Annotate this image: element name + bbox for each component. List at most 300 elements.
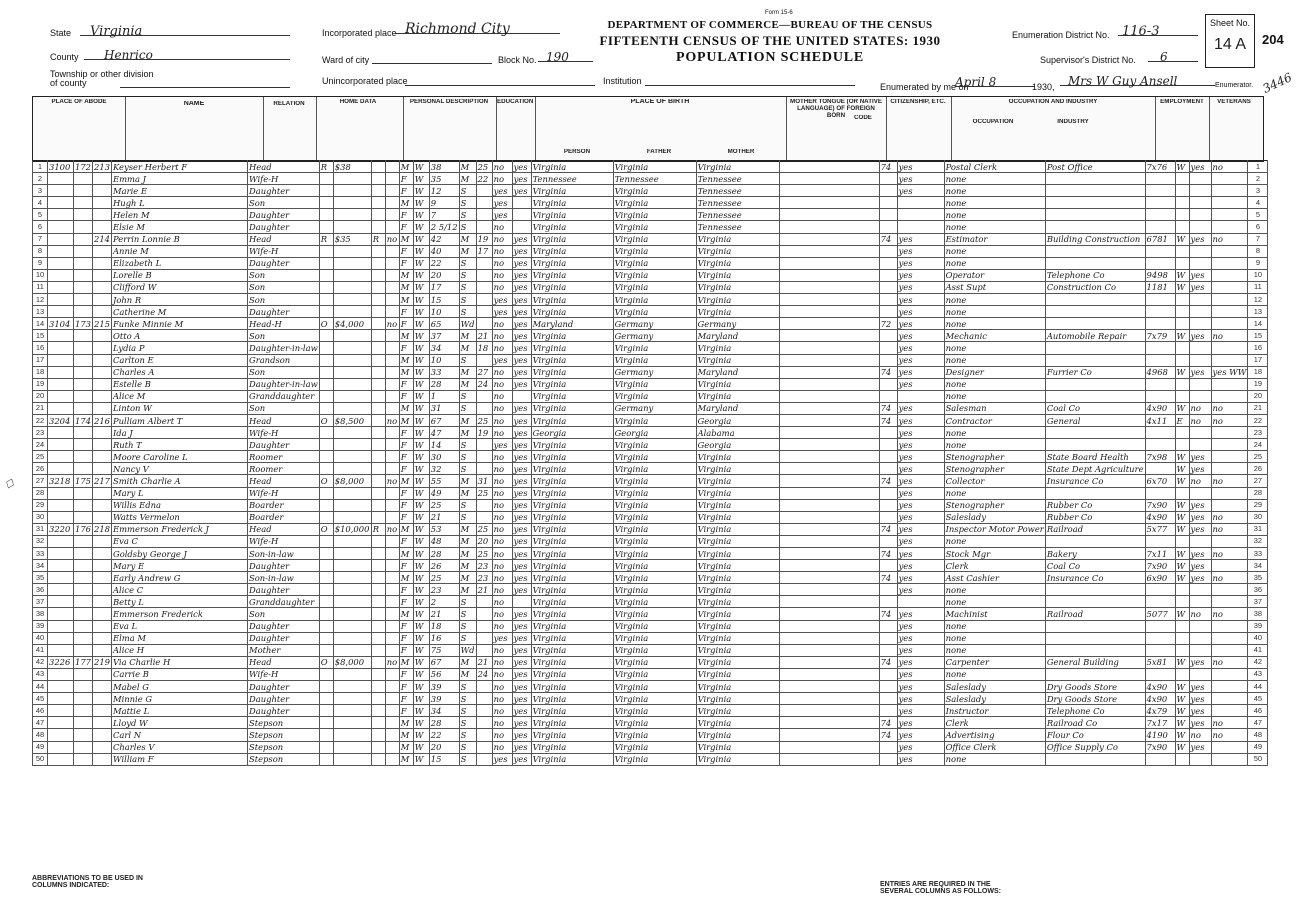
- table-row: [33, 402, 1268, 414]
- cell-value: [333, 596, 371, 608]
- cell-farm: [385, 717, 399, 729]
- cell-mbp: Virginia: [696, 535, 779, 547]
- cell-street: [48, 378, 74, 390]
- cell-emp: yes: [1189, 656, 1211, 668]
- department-title: DEPARTMENT OF COMMERCE—BUREAU OF THE CENSUS: [607, 19, 933, 31]
- cell-fam: [93, 390, 112, 402]
- cell-read: yes: [512, 632, 531, 644]
- cell-mbp: Virginia: [696, 233, 779, 245]
- cell-value: [333, 427, 371, 439]
- cell-name: Carl N: [112, 729, 248, 741]
- table-row: [33, 511, 1268, 523]
- cell-n: 15: [1248, 330, 1268, 342]
- cell-rel: Son: [248, 281, 320, 293]
- cell-race: W: [413, 233, 429, 245]
- cell-fam: [93, 354, 112, 366]
- cell-rel: Roomer: [248, 451, 320, 463]
- cell-vet: [1211, 560, 1248, 572]
- cell-street: [48, 439, 74, 451]
- cell-mbp: Virginia: [696, 245, 779, 257]
- cell-name: William F: [112, 753, 248, 765]
- cell-n: 46: [1248, 705, 1268, 717]
- cell-mar: S: [459, 511, 476, 523]
- cell-race: W: [413, 681, 429, 693]
- cell-read: yes: [512, 620, 531, 632]
- sheet-number-box: [1205, 14, 1255, 68]
- cell-vet: [1211, 451, 1248, 463]
- population-rows: [33, 161, 1268, 766]
- cell-occ: none: [944, 197, 1045, 209]
- cell-mar: S: [459, 753, 476, 765]
- cell-mar: S: [459, 705, 476, 717]
- cell-value: [333, 535, 371, 547]
- cell-age: 7: [429, 209, 459, 221]
- cell-occ: none: [944, 644, 1045, 656]
- cell-name: Catherine M: [112, 306, 248, 318]
- enum-district-field: [1118, 22, 1198, 39]
- cell-cw: [1175, 668, 1189, 680]
- cell-n: 21: [1248, 402, 1268, 414]
- cell-occ: Inspector Motor Power: [945, 524, 1044, 535]
- cell-mbp: Alabama: [696, 427, 779, 439]
- cell-read: [512, 197, 531, 209]
- cell-read: [512, 390, 531, 402]
- cell-mar: S: [459, 390, 476, 402]
- cell-street: [48, 366, 74, 378]
- cell-n: 19: [33, 378, 48, 390]
- cell-mbp: Virginia: [696, 753, 779, 765]
- cell-emp: [1189, 596, 1211, 608]
- cell-dwell: [74, 269, 93, 281]
- cell-mbp: Virginia: [696, 705, 779, 717]
- cell-ind: [1045, 535, 1145, 547]
- cell-rel: Roomer: [248, 463, 320, 475]
- cell-read: yes: [512, 535, 531, 547]
- cell-dwell: 172: [75, 161, 91, 172]
- cell-occode: 4x90: [1145, 511, 1175, 523]
- cell-sex: M: [399, 233, 413, 245]
- cell-agemar: [476, 294, 492, 306]
- cell-dwell: [74, 257, 93, 269]
- cell-code: [879, 390, 897, 402]
- cell-tongue: [779, 644, 879, 656]
- cell-value: [333, 644, 371, 656]
- cell-rel: Head: [248, 161, 320, 173]
- cell-age: 30: [429, 451, 459, 463]
- cell-occode: [1145, 487, 1175, 499]
- cell-bp: Virginia: [531, 620, 613, 632]
- cell-code: [879, 294, 897, 306]
- cell-eng: yes: [897, 354, 944, 366]
- cell-tenure: [319, 608, 333, 620]
- cell-sex: M: [399, 741, 413, 753]
- cell-emp: yes: [1189, 523, 1211, 535]
- cell-mbp: Tennessee: [696, 185, 779, 197]
- cell-rel: Granddaughter: [248, 390, 320, 402]
- cell-eng: yes: [897, 294, 944, 306]
- cell-age: 67: [429, 414, 459, 426]
- cell-eng: yes: [897, 366, 944, 378]
- cell-street: 3104: [48, 318, 74, 330]
- cell-value: [333, 499, 371, 511]
- enumerated-label: Enumerated by me on: [880, 82, 969, 92]
- cell-mbp: Virginia: [696, 632, 779, 644]
- cell-ind: [1045, 354, 1145, 366]
- cell-emp: yes: [1189, 330, 1211, 342]
- cell-read: yes: [512, 173, 531, 185]
- cell-read: yes: [512, 414, 531, 426]
- cell-radio: [371, 354, 385, 366]
- table-row: [33, 294, 1268, 306]
- cell-code: [879, 535, 897, 547]
- cell-agemar: [476, 185, 492, 197]
- cell-fbp: Virginia: [613, 632, 696, 644]
- cell-read: yes: [512, 729, 531, 741]
- cell-value: $4,000: [333, 318, 371, 330]
- cell-mbp: Virginia: [696, 596, 779, 608]
- cell-ind: [1045, 197, 1145, 209]
- cell-vet: [1211, 584, 1248, 596]
- cell-cw: [1175, 632, 1189, 644]
- cell-fbp: Virginia: [613, 729, 696, 741]
- cell-rel: Wife-H: [248, 427, 320, 439]
- cell-fbp: Germany: [613, 366, 696, 378]
- cell-n: 6: [1248, 221, 1268, 233]
- table-row: [33, 729, 1268, 741]
- cell-eng: yes: [897, 342, 944, 354]
- cell-eng: yes: [897, 451, 944, 463]
- cell-value: [333, 197, 371, 209]
- cell-tenure: [319, 535, 333, 547]
- cell-name: Estelle B: [112, 378, 248, 390]
- cell-age: 22: [429, 729, 459, 741]
- cell-street: [48, 173, 74, 185]
- cell-race: W: [413, 572, 429, 584]
- cell-radio: [371, 294, 385, 306]
- cell-ind: Coal Co: [1045, 402, 1145, 414]
- cell-radio: [371, 281, 385, 293]
- cell-n: 6: [33, 221, 48, 233]
- table-row: [33, 221, 1268, 233]
- cell-dwell: [74, 535, 93, 547]
- cell-race: W: [413, 366, 429, 378]
- cell-n: 37: [33, 596, 48, 608]
- cell-name: Clifford W: [112, 281, 248, 293]
- cell-race: W: [413, 451, 429, 463]
- cell-age: 56: [429, 668, 459, 680]
- cell-emp: [1189, 342, 1211, 354]
- cell-tongue: [779, 281, 879, 293]
- cell-occode: 7x90: [1145, 741, 1175, 753]
- cell-eng: yes: [897, 257, 944, 269]
- cell-bp: Virginia: [531, 523, 613, 535]
- enumerator-name: Mrs W Guy Ansell: [1068, 74, 1178, 88]
- cell-fam: [93, 330, 112, 342]
- cell-tenure: [319, 620, 333, 632]
- cell-race: W: [413, 269, 429, 281]
- cell-vet: [1211, 342, 1248, 354]
- cell-eng: yes: [897, 281, 944, 293]
- cell-rel: Daughter: [248, 209, 320, 221]
- cell-n: 9: [1248, 257, 1268, 269]
- cell-sex: F: [399, 185, 413, 197]
- cell-radio: [371, 596, 385, 608]
- cell-ind: Telephone Co: [1045, 705, 1145, 717]
- cell-value: [333, 245, 371, 257]
- cell-rel: Head-H: [248, 318, 320, 330]
- cell-vet: no: [1211, 330, 1248, 342]
- cell-street: [48, 451, 74, 463]
- cell-fam: [93, 221, 112, 233]
- cell-school: no: [492, 221, 512, 233]
- cell-tongue: [779, 741, 879, 753]
- cell-sex: F: [399, 511, 413, 523]
- cell-tenure: [319, 729, 333, 741]
- cell-mbp: Georgia: [696, 414, 779, 426]
- cell-agemar: [476, 402, 492, 414]
- cell-fam: [93, 668, 112, 680]
- cell-race: W: [413, 632, 429, 644]
- cell-school: no: [492, 475, 512, 487]
- cell-age: 20: [429, 269, 459, 281]
- cell-vet: [1211, 221, 1248, 233]
- cell-fbp: Virginia: [613, 535, 696, 547]
- cell-fbp: Virginia: [613, 596, 696, 608]
- cell-agemar: [476, 390, 492, 402]
- cell-street: [48, 245, 74, 257]
- cell-school: no: [492, 729, 512, 741]
- cell-cw: W: [1175, 463, 1189, 475]
- cell-read: yes: [512, 342, 531, 354]
- cell-emp: yes: [1189, 572, 1211, 584]
- cell-ind: [1045, 318, 1145, 330]
- table-row: [33, 668, 1268, 680]
- cell-ind: Rubber Co: [1045, 511, 1145, 523]
- cell-eng: yes: [897, 560, 944, 572]
- cell-n: 18: [33, 366, 48, 378]
- schedule-title: POPULATION SCHEDULE: [675, 50, 865, 65]
- cell-agemar: 21: [476, 584, 492, 596]
- cell-n: 50: [33, 753, 48, 765]
- cell-agemar: [476, 306, 492, 318]
- cell-ind: [1045, 668, 1145, 680]
- cell-farm: [385, 354, 399, 366]
- cell-farm: [385, 330, 399, 342]
- cell-farm: [385, 693, 399, 705]
- cell-value: [333, 402, 371, 414]
- cell-radio: [371, 366, 385, 378]
- cell-name: Alice M: [112, 390, 248, 402]
- cell-n: 41: [1248, 644, 1268, 656]
- cell-age: 49: [429, 487, 459, 499]
- cell-occode: [1145, 463, 1175, 475]
- cell-value: [333, 681, 371, 693]
- cell-n: 44: [1248, 681, 1268, 693]
- cell-dwell: [74, 584, 93, 596]
- cell-value: [333, 366, 371, 378]
- cell-fbp: Virginia: [613, 753, 696, 765]
- cell-n: 24: [33, 439, 48, 451]
- cell-n: 35: [33, 572, 48, 584]
- cell-bp: Virginia: [531, 656, 613, 668]
- cell-school: no: [492, 390, 512, 402]
- cell-tongue: [779, 390, 879, 402]
- cell-mar: Wd: [460, 318, 475, 329]
- cell-farm: [385, 681, 399, 693]
- cell-occ: Saleslady: [944, 681, 1045, 693]
- cell-n: 23: [33, 427, 48, 439]
- cell-code: [879, 342, 897, 354]
- cell-street: [48, 499, 74, 511]
- cell-cw: [1175, 209, 1189, 221]
- cell-emp: no: [1189, 414, 1211, 426]
- cell-radio: [371, 717, 385, 729]
- cell-bp: Virginia: [531, 330, 613, 342]
- cell-dwell: [74, 511, 93, 523]
- cell-school: no: [492, 548, 512, 560]
- cell-value: [333, 342, 371, 354]
- cell-emp: [1189, 668, 1211, 680]
- cell-farm: no: [385, 523, 399, 535]
- cell-value: [333, 463, 371, 475]
- cell-dwell: [74, 330, 93, 342]
- cell-name: Watts Vermelon: [112, 511, 248, 523]
- cell-farm: [385, 439, 399, 451]
- table-row: [33, 354, 1268, 366]
- cell-fbp: Virginia: [613, 233, 696, 245]
- cell-cw: [1175, 644, 1189, 656]
- population-table: [32, 160, 1268, 766]
- cell-dwell: [74, 729, 93, 741]
- cell-mbp: Virginia: [696, 257, 779, 269]
- cell-farm: [385, 463, 399, 475]
- cell-fbp: Virginia: [613, 705, 696, 717]
- cell-occ: Postal Clerk: [944, 161, 1045, 173]
- cell-mar: M: [459, 487, 476, 499]
- cell-street: [48, 330, 74, 342]
- cell-occode: [1145, 644, 1175, 656]
- cell-rel: Son-in-law: [248, 572, 320, 584]
- cell-ind: [1045, 427, 1145, 439]
- cell-race: W: [413, 608, 429, 620]
- cell-mar: M: [459, 668, 476, 680]
- cell-agemar: 25: [476, 523, 492, 535]
- cell-name: Helen M: [112, 209, 248, 221]
- state-field: [80, 22, 290, 39]
- cell-school: no: [492, 330, 512, 342]
- cell-occode: [1145, 318, 1175, 330]
- cell-bp: Virginia: [531, 644, 613, 656]
- cell-tenure: [319, 245, 333, 257]
- cell-street: [48, 342, 74, 354]
- cell-vet: no: [1211, 511, 1248, 523]
- cell-rel: Daughter: [248, 185, 320, 197]
- cell-occ: none: [944, 535, 1045, 547]
- col-employment: EMPLOYMENT: [1160, 99, 1204, 105]
- cell-rel: Head: [248, 523, 320, 535]
- cell-n: 15: [33, 330, 48, 342]
- county-label: County: [50, 52, 79, 62]
- cell-agemar: [476, 209, 492, 221]
- cell-rel: Son: [248, 294, 320, 306]
- cell-n: 32: [1248, 535, 1268, 547]
- cell-fbp: Virginia: [613, 620, 696, 632]
- cell-read: [512, 596, 531, 608]
- cell-tongue: [779, 197, 879, 209]
- cell-agemar: [476, 318, 492, 330]
- cell-fam: [93, 366, 112, 378]
- cell-mar: S: [459, 729, 476, 741]
- cell-value: [333, 221, 371, 233]
- cell-age: 23: [429, 584, 459, 596]
- cell-fam: [93, 572, 112, 584]
- cell-cw: W: [1175, 475, 1189, 487]
- cell-vet: no: [1211, 475, 1248, 487]
- cell-vet: no: [1211, 572, 1248, 584]
- cell-agemar: 21: [476, 330, 492, 342]
- cell-cw: [1175, 378, 1189, 390]
- cell-dwell: 177: [75, 657, 91, 668]
- cell-read: yes: [512, 717, 531, 729]
- cell-n: 30: [1248, 511, 1268, 523]
- table-row: [33, 161, 1268, 173]
- cell-tongue: [779, 185, 879, 197]
- cell-fam: [93, 596, 112, 608]
- cell-ind: [1045, 632, 1145, 644]
- table-row: [33, 306, 1268, 318]
- cell-street: [48, 693, 74, 705]
- cell-emp: no: [1189, 402, 1211, 414]
- cell-code: 74: [879, 729, 897, 741]
- supervisor-label: Supervisor's District No.: [1040, 55, 1136, 65]
- cell-tenure: [319, 596, 333, 608]
- cell-age: 34: [429, 705, 459, 717]
- cell-agemar: [476, 741, 492, 753]
- cell-sex: F: [399, 342, 413, 354]
- cell-fam: [93, 451, 112, 463]
- cell-n: 7: [33, 233, 48, 245]
- cell-street: [48, 608, 74, 620]
- cell-fam: [93, 306, 112, 318]
- cell-rel: Stepson: [248, 741, 320, 753]
- cell-mar: S: [459, 354, 476, 366]
- cell-race: W: [413, 439, 429, 451]
- cell-n: 39: [33, 620, 48, 632]
- cell-cw: W: [1175, 330, 1189, 342]
- cell-tongue: [779, 451, 879, 463]
- cell-vet: [1211, 378, 1248, 390]
- cell-ind: [1045, 378, 1145, 390]
- cell-street: [48, 294, 74, 306]
- entries-title: ENTRIES ARE REQUIRED IN THE SEVERAL COLUMNS AS FOLLOWS:: [880, 881, 1001, 896]
- cell-agemar: 23: [476, 560, 492, 572]
- cell-eng: yes: [897, 306, 944, 318]
- institution-label: Institution: [603, 76, 642, 86]
- cell-n: 9: [33, 257, 48, 269]
- cell-eng: [897, 390, 944, 402]
- cell-vet: [1211, 632, 1248, 644]
- cell-code: [879, 269, 897, 281]
- col-home-data: HOME DATA: [339, 99, 377, 105]
- cell-ind: [1045, 596, 1145, 608]
- cell-tenure: [319, 705, 333, 717]
- cell-tongue: [779, 463, 879, 475]
- cell-radio: [371, 584, 385, 596]
- cell-ind: [1045, 584, 1145, 596]
- cell-street: [48, 535, 74, 547]
- cell-farm: no: [385, 233, 399, 245]
- cell-race: W: [413, 499, 429, 511]
